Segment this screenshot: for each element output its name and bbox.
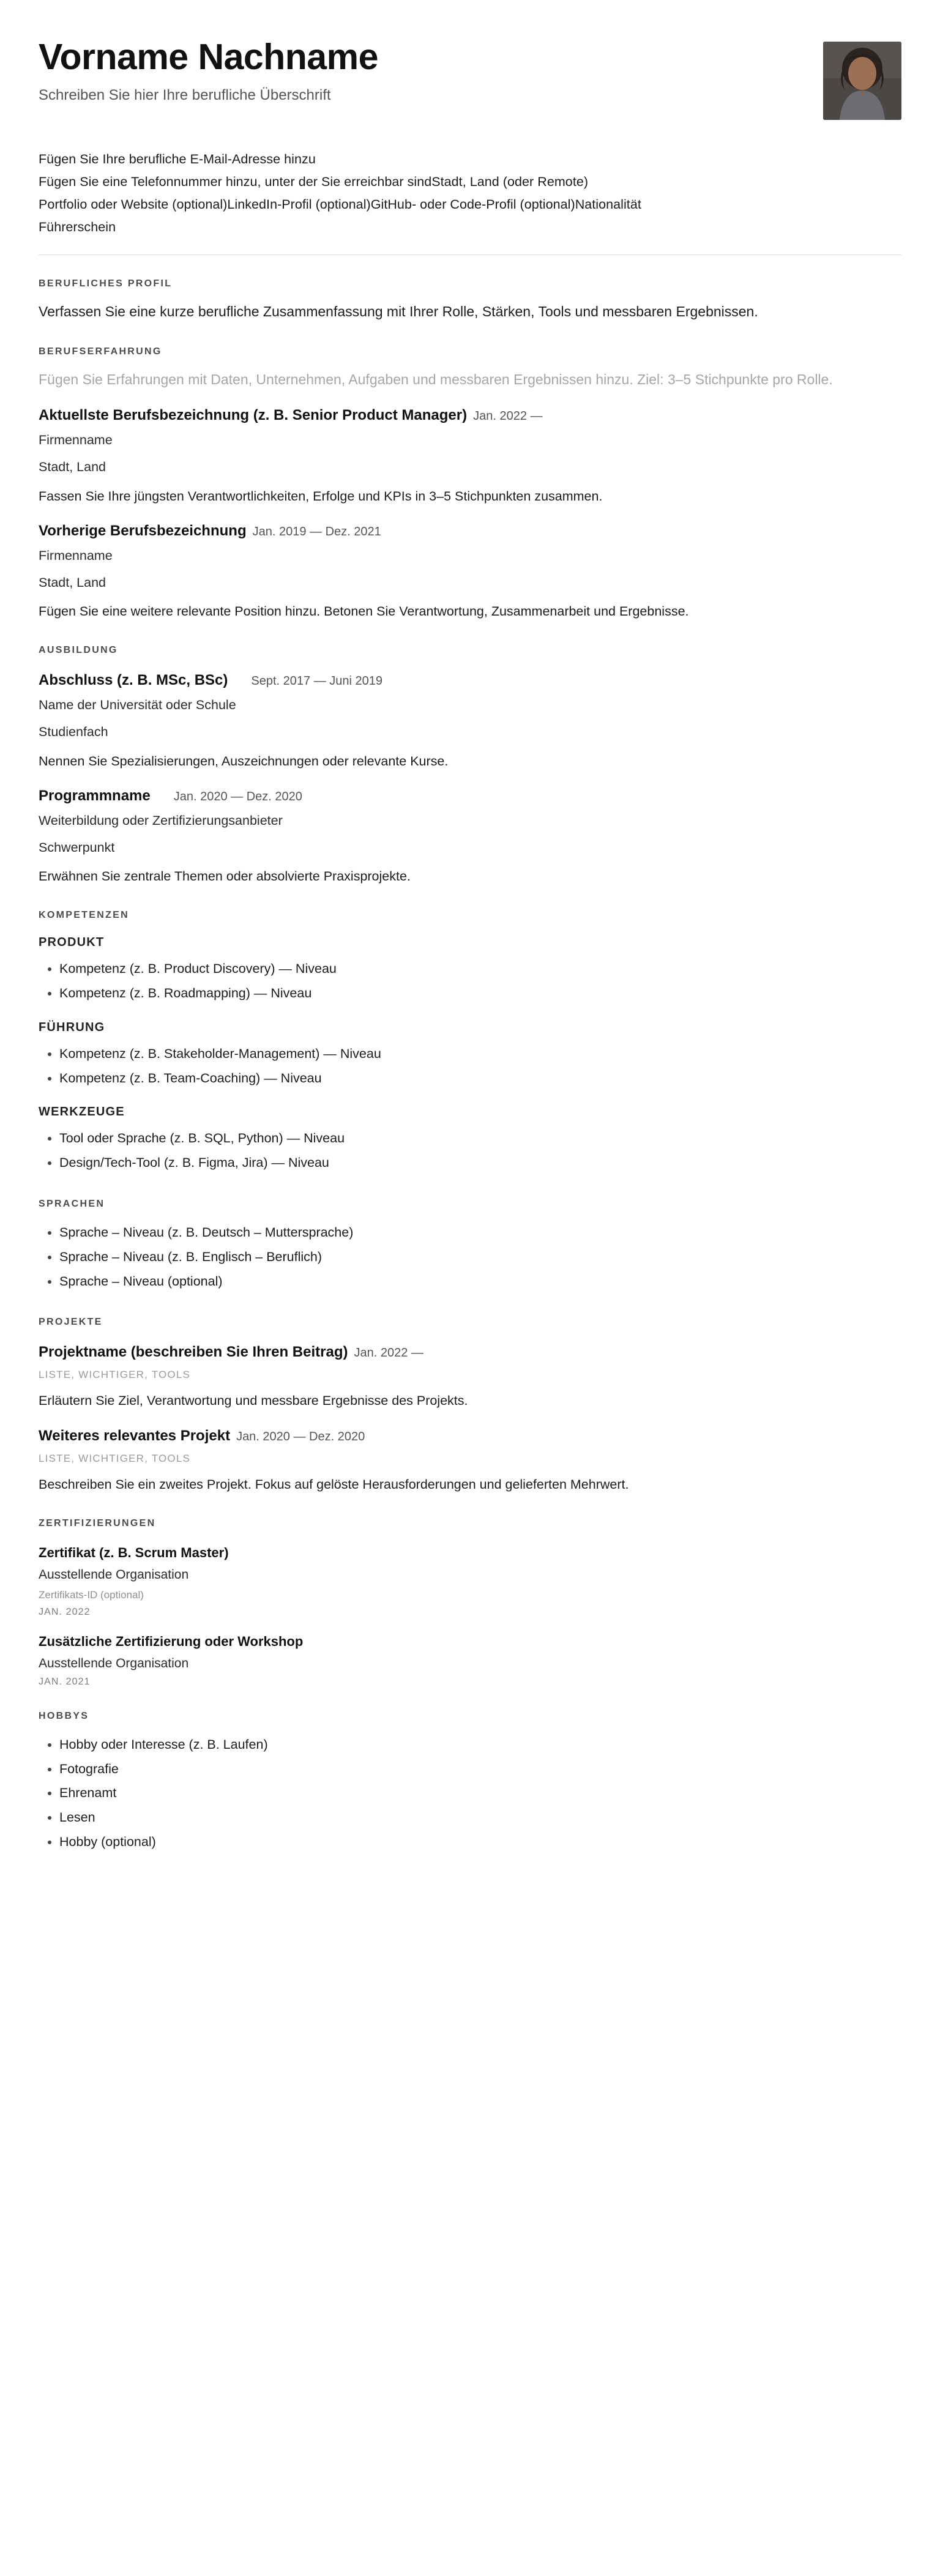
resume-header bbox=[39, 38, 901, 120]
project-name: Projektname (beschreiben Sie Ihren Beitrag) bbox=[39, 1344, 348, 1361]
skill-group-fuehrung bbox=[39, 1021, 901, 1091]
experience-entry bbox=[39, 407, 901, 507]
list-item: • Lesen bbox=[59, 1806, 901, 1830]
skill-group-produkt bbox=[39, 936, 901, 1006]
language-list bbox=[39, 1221, 901, 1294]
list-item: • Hobby (optional) bbox=[59, 1830, 901, 1855]
project-tags: LISTE, WICHTIGER, TOOLS bbox=[39, 1452, 191, 1464]
list-item: • Kompetenz (z. B. Product Discovery) — Niveau bbox=[59, 957, 901, 981]
list-item: • Design/Tech-Tool (z. B. Figma, Jira) — Niveau bbox=[59, 1151, 901, 1175]
project-description: Beschreiben Sie ein zweites Projekt. Fokus auf gelöste Herausforderungen und gelieferten Mehrwert. bbox=[39, 1476, 629, 1492]
certification-id: Zertifikats-ID (optional) bbox=[39, 1588, 144, 1601]
list-item: • Kompetenz (z. B. Roadmapping) — Niveau bbox=[59, 981, 901, 1006]
education-entry bbox=[39, 787, 901, 887]
section-projects bbox=[39, 1317, 901, 1495]
contact-block bbox=[39, 148, 901, 255]
education-dates: Jan. 2020 — Dez. 2020 bbox=[173, 789, 302, 803]
section-languages bbox=[39, 1199, 901, 1294]
project-entry-head bbox=[39, 1428, 901, 1445]
section-title-projects: PROJEKTE bbox=[39, 1317, 103, 1328]
project-dates: Jan. 2022 — bbox=[354, 1346, 423, 1360]
experience-location: Stadt, Land bbox=[39, 460, 106, 475]
section-title-hobbies: HOBBYS bbox=[39, 1710, 89, 1721]
project-entry bbox=[39, 1428, 901, 1495]
section-certifications bbox=[39, 1518, 901, 1688]
contact-github[interactable]: GitHub- oder Code-Profil (optional) bbox=[370, 196, 575, 212]
education-school: Weiterbildung oder Zertifizierungsanbieter bbox=[39, 813, 283, 828]
project-entry bbox=[39, 1344, 901, 1411]
contact-email-line: Fügen Sie Ihre berufliche E-Mail-Adresse hinzu bbox=[39, 152, 316, 166]
contact-phone: Fügen Sie eine Telefonnummer hinzu, unter der Sie erreichbar sind bbox=[39, 174, 432, 189]
education-school: Name der Universität oder Schule bbox=[39, 698, 236, 713]
hobby-list bbox=[39, 1733, 901, 1855]
section-hobbies bbox=[39, 1711, 901, 1855]
education-description: Erwähnen Sie zentrale Themen oder absolvierte Praxisprojekte. bbox=[39, 869, 411, 884]
education-description: Nennen Sie Spezialisierungen, Auszeichnungen oder relevante Kurse. bbox=[39, 753, 449, 769]
list-item: • Kompetenz (z. B. Stakeholder-Management) — Niveau bbox=[59, 1042, 901, 1067]
list-item: • Sprache – Niveau (z. B. Englisch – Beruflich) bbox=[59, 1245, 901, 1270]
education-field: Studienfach bbox=[39, 724, 108, 740]
skill-group-title: FÜHRUNG bbox=[39, 1020, 105, 1034]
certification-entry bbox=[39, 1545, 901, 1618]
experience-entry bbox=[39, 523, 901, 622]
experience-description: Fassen Sie Ihre jüngsten Verantwortlichkeiten, Erfolge und KPIs in 3–5 Stichpunkten zusammen. bbox=[39, 488, 603, 504]
avatar bbox=[823, 42, 901, 120]
certification-entry bbox=[39, 1634, 901, 1688]
skill-group-werkzeuge bbox=[39, 1105, 901, 1175]
avatar-illustration bbox=[823, 42, 901, 120]
professional-headline: Schreiben Sie hier Ihre berufliche Überschrift bbox=[39, 86, 331, 103]
skill-group-title: PRODUKT bbox=[39, 936, 105, 950]
header-text-block bbox=[39, 38, 823, 105]
list-item: • Fotografie bbox=[59, 1757, 901, 1782]
education-field: Schwerpunkt bbox=[39, 839, 115, 855]
experience-company: Firmenname bbox=[39, 433, 113, 448]
section-title-education: AUSBILDUNG bbox=[39, 645, 118, 656]
certification-date: JAN. 2022 bbox=[39, 1606, 91, 1617]
education-degree: Abschluss (z. B. MSc, BSc) bbox=[39, 672, 228, 689]
project-entry-head bbox=[39, 1344, 901, 1361]
project-tags: LISTE, WICHTIGER, TOOLS bbox=[39, 1369, 191, 1381]
list-item: • Sprache – Niveau (optional) bbox=[59, 1270, 901, 1294]
experience-role: Vorherige Berufsbezeichnung bbox=[39, 522, 247, 539]
list-item: • Sprache – Niveau (z. B. Deutsch – Muttersprache) bbox=[59, 1221, 901, 1245]
profile-summary: Verfassen Sie eine kurze berufliche Zusammenfassung mit Ihrer Rolle, Stärken, Tools und messbaren Ergebnissen. bbox=[39, 303, 758, 319]
experience-location: Stadt, Land bbox=[39, 575, 106, 590]
skill-group-title: WERKZEUGE bbox=[39, 1105, 125, 1119]
contact-portfolio[interactable]: Portfolio oder Website (optional) bbox=[39, 196, 228, 212]
list-item: • Kompetenz (z. B. Team-Coaching) — Niveau bbox=[59, 1067, 901, 1091]
skill-list bbox=[39, 957, 901, 1006]
certification-date: JAN. 2021 bbox=[39, 1676, 91, 1687]
section-title-languages: SPRACHEN bbox=[39, 1198, 105, 1209]
list-item: • Hobby oder Interesse (z. B. Laufen) bbox=[59, 1733, 901, 1757]
experience-hint: Fügen Sie Erfahrungen mit Daten, Unternehmen, Aufgaben und messbaren Ergebnissen hinzu. Ziel: 3–5 Stichpunkte pro Rolle. bbox=[39, 371, 833, 388]
experience-entry-head bbox=[39, 407, 901, 424]
education-dates: Sept. 2017 — Juni 2019 bbox=[251, 674, 383, 688]
project-name: Weiteres relevantes Projekt bbox=[39, 1427, 231, 1444]
section-title-profile: BERUFLICHES PROFIL bbox=[39, 278, 173, 289]
project-description: Erläutern Sie Ziel, Verantwortung und messbare Ergebnisse des Projekts. bbox=[39, 1393, 468, 1409]
project-dates: Jan. 2020 — Dez. 2020 bbox=[236, 1429, 365, 1443]
experience-dates: Jan. 2022 — bbox=[473, 409, 543, 423]
experience-role: Aktuellste Berufsbezeichnung (z. B. Senior Product Manager) bbox=[39, 407, 468, 424]
certification-org: Ausstellende Organisation bbox=[39, 1567, 189, 1582]
certification-name: Zusätzliche Zertifizierung oder Workshop bbox=[39, 1633, 304, 1649]
skill-list bbox=[39, 1126, 901, 1175]
contact-links-line bbox=[39, 193, 901, 216]
section-title-skills: KOMPETENZEN bbox=[39, 910, 129, 921]
page-title: Vorname Nachname bbox=[39, 37, 378, 77]
contact-license-line: Führerschein bbox=[39, 219, 116, 234]
section-education bbox=[39, 645, 901, 887]
section-title-certifications: ZERTIFIZIERUNGEN bbox=[39, 1517, 156, 1528]
section-skills bbox=[39, 910, 901, 1175]
contact-location: Stadt, Land (oder Remote) bbox=[431, 174, 589, 189]
section-profile bbox=[39, 278, 901, 323]
education-entry-head bbox=[39, 672, 901, 689]
contact-nationality: Nationalität bbox=[575, 196, 641, 212]
section-title-experience: BERUFSERFAHRUNG bbox=[39, 346, 162, 357]
skill-list bbox=[39, 1042, 901, 1091]
section-experience bbox=[39, 346, 901, 622]
certification-org: Ausstellende Organisation bbox=[39, 1656, 189, 1670]
education-entry-head bbox=[39, 787, 901, 805]
experience-description: Fügen Sie eine weitere relevante Position hinzu. Betonen Sie Verantwortung, Zusammenarbeit und Ergebnisse. bbox=[39, 604, 689, 619]
education-entry bbox=[39, 672, 901, 772]
experience-entry-head bbox=[39, 523, 901, 540]
list-item: • Ehrenamt bbox=[59, 1781, 901, 1806]
experience-dates: Jan. 2019 — Dez. 2021 bbox=[252, 524, 381, 538]
list-item: • Tool oder Sprache (z. B. SQL, Python) — Niveau bbox=[59, 1126, 901, 1151]
certification-name: Zertifikat (z. B. Scrum Master) bbox=[39, 1544, 229, 1560]
experience-company: Firmenname bbox=[39, 548, 113, 563]
education-degree: Programmname bbox=[39, 787, 151, 804]
contact-linkedin[interactable]: LinkedIn-Profil (optional) bbox=[227, 196, 371, 212]
contact-phone-location-line bbox=[39, 171, 901, 193]
